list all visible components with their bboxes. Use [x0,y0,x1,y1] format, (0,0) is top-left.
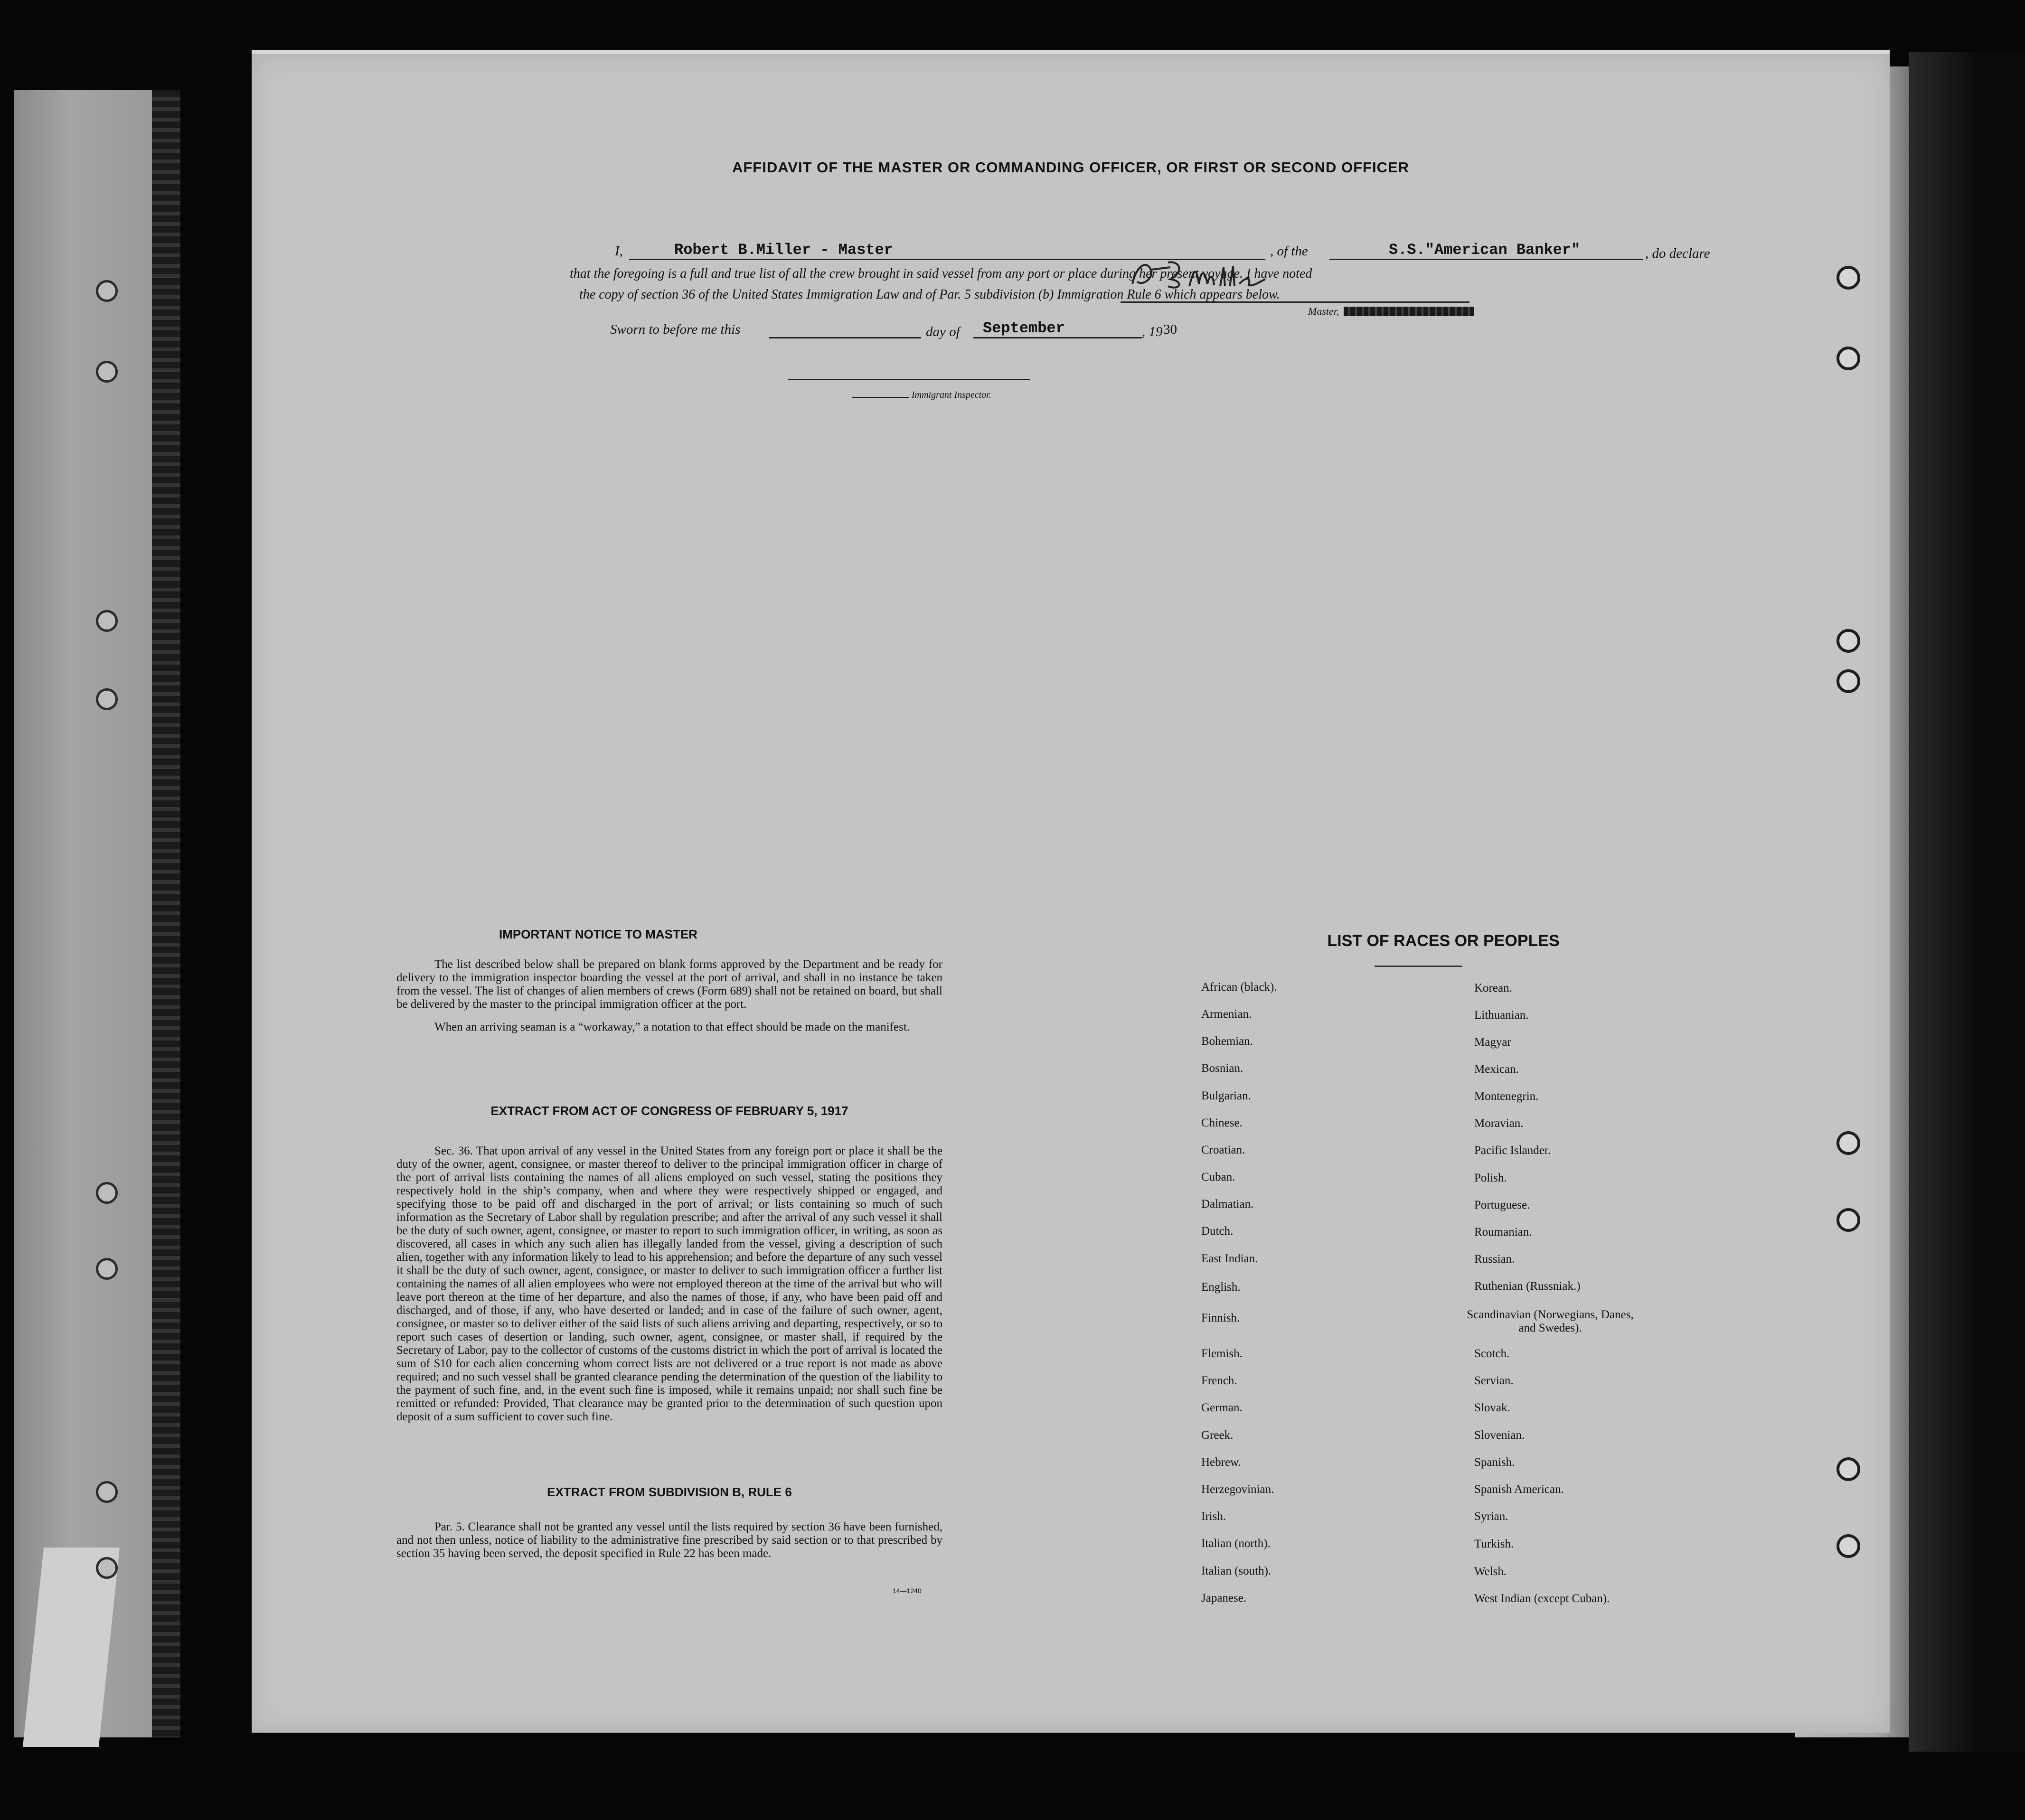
race-item: Syrian. [1474,1510,1508,1523]
left-strip-edge [152,90,180,1737]
sheet-hole-icon [1837,266,1860,290]
master-signature [1123,258,1280,296]
race-item: Dutch. [1201,1225,1234,1238]
sworn-label: Sworn to before me this [610,322,741,337]
race-item: Russian. [1474,1253,1515,1266]
binder-hole-icon [96,1557,118,1579]
month-rule [973,337,1142,338]
section-36-text [396,1145,942,1424]
race-item: Spanish. [1474,1456,1515,1469]
scan-shadow [1909,52,2025,1752]
race-item: Irish. [1201,1510,1226,1523]
binder-hole-icon [96,361,118,383]
do-declare-label: , do declare [1645,246,1710,261]
vessel-rule [1329,259,1643,260]
year-suffix: 30 [1163,322,1177,337]
race-item: West Indian (except Cuban). [1474,1592,1610,1605]
race-item: Polish. [1474,1172,1507,1184]
sworn-day-rule [769,337,921,338]
inspector-short-rule [852,397,909,398]
race-item: Hebrew. [1201,1456,1241,1469]
binder-hole-icon [96,1258,118,1280]
sworn-month: September [983,319,1065,337]
race-item: French. [1201,1374,1237,1387]
race-item: Finnish. [1201,1312,1240,1324]
race-item: Servian. [1474,1374,1514,1387]
race-item: Italian (north). [1201,1537,1271,1550]
declaration-line-3: the copy of section 36 of the United States Immigration Law and of Par. 5 subdivision (b) Immigration Rule 6 which appears below. [579,287,1280,302]
race-item: Spanish American. [1474,1483,1564,1496]
race-item: Moravian. [1474,1117,1524,1130]
races-title: LIST OF RACES OR PEOPLES [1327,932,1560,950]
race-item: East Indian. [1201,1252,1258,1265]
sheet-hole-icon [1837,1457,1860,1481]
race-item: Slovenian. [1474,1429,1525,1442]
inspector-label: Immigrant Inspector. [912,390,991,400]
binder-hole-icon [96,1182,118,1204]
of-the-label: , of the [1270,244,1308,259]
par-5-text [396,1520,942,1560]
race-item: English. [1201,1281,1241,1294]
race-item: Greek. [1201,1429,1234,1442]
form-number: 14—1240 [893,1587,922,1595]
line1-prefix: I, [615,244,623,259]
race-item: Croatian. [1201,1144,1245,1156]
race-item: Bulgarian. [1201,1089,1251,1102]
sheet-hole-icon [1837,1208,1860,1232]
race-item: Portuguese. [1474,1199,1530,1211]
vessel-name: S.S."American Banker" [1389,241,1581,259]
race-item: African (black). [1201,981,1277,994]
race-item: Roumanian. [1474,1226,1532,1238]
affidavit-title: AFFIDAVIT OF THE MASTER OR COMMANDING OFFICER, OR FIRST OR SECOND OFFICER [732,159,1410,176]
extract-rule-heading: EXTRACT FROM SUBDIVISION B, RULE 6 [547,1485,792,1499]
master-signature-rule [1121,301,1469,303]
race-item: Armenian. [1201,1008,1252,1021]
race-item: Scotch. [1474,1347,1510,1360]
day-of-label: day of [926,324,960,339]
race-item: Italian (south). [1201,1565,1272,1577]
race-item: Dalmatian. [1201,1198,1254,1210]
race-item: Pacific Islander. [1474,1144,1551,1157]
race-item: Cuban. [1201,1171,1235,1183]
left-binder-strip [14,90,152,1737]
race-item: Bohemian. [1201,1035,1253,1048]
binder-hole-icon [96,280,118,302]
struck-out-text [1344,307,1474,316]
binder-hole-icon [96,610,118,632]
race-item: Montenegrin. [1474,1090,1539,1103]
sheet-hole-icon [1837,1131,1860,1155]
extract-act-heading: EXTRACT FROM ACT OF CONGRESS OF FEBRUARY 5, 1917 [490,1104,848,1118]
year-prefix: , 19 [1142,324,1163,339]
race-item: Welsh. [1474,1565,1507,1578]
race-item: Ruthenian (Russniak.) [1474,1280,1581,1293]
race-item: Bosnian. [1201,1062,1243,1075]
race-item: Lithuanian. [1474,1009,1529,1022]
sheet-hole-icon [1837,629,1860,653]
race-item: Korean. [1474,982,1512,994]
affidavit-page [252,50,1890,1733]
race-item: German. [1201,1401,1243,1414]
race-item: Mexican. [1474,1063,1519,1076]
inspector-signature-rule [788,379,1030,380]
binder-hole-icon [96,1481,118,1503]
race-item: Scandinavian (Norwegians, Danes, and Swedes). [1467,1308,1634,1334]
notice-paragraph-1-text: The list described below shall be prepared on blank forms approved by the Department and be ready for delivery to the immigration inspector boarding the vessel at the port of arrival, and shall in no instance be taken from the vessel. The list of changes of alien members of crews (Form 689) shall not be retained on board, but shall be delivered by the master to the principal immigration officer at the port. [396,958,942,1011]
sheet-hole-icon [1837,669,1860,693]
sheet-hole-icon [1837,347,1860,370]
race-item: Herzegovinian. [1201,1483,1274,1496]
declaration-line-2: that the foregoing is a full and true list of all the crew brought in said vessel from any port or place during her present voyage. I have noted [570,266,1312,281]
race-item: Magyar [1474,1036,1511,1049]
section-36-text-body: Sec. 36. That upon arrival of any vessel in the United States from any foreign port or place it shall be the duty of the owner, agent, consignee, or master thereof to deliver to the principal immigration officer in charge of the port of arrival lists containing the names of all aliens employed on such vessel, stating the positions they respectively hold in the ship’s company, when and where they were respectively shipped or engaged, and specifying those to be paid off and discharged in the port of arrival; or lists containing so much of such information as the Secretary of Labor shall by regulation prescribe; and after the arrival of any such vessel it shall be the duty of such owner, agent, consignee, or master to report to such immigration officer, in writing, as soon as discovered, all cases in which any such alien has illegally landed from the vessel, giving a description of such alien, together with any information likely to lead to his apprehension; and before the departure of any such vessel it shall be the duty of such owner, agent, consignee, or master to deliver to such immigration officer a further list containing the names of all alien employees who were not employed thereon at the time of the arrival but who will leave port thereon at the time of her departure, and also the names of those, if any, who have been paid off and discharged, and of those, if any, who have deserted or landed; and in case of the failure of such owner, agent, consignee, or master so to deliver either of the said lists of such aliens arriving and departing, respectively, or so to report such cases of desertion or landing, such owner, agent, consignee, or master shall, if required by the Secretary of Labor, pay to the collector of customs of the customs district in which the port of arrival is located the sum of $10 for each alien concerning whom correct lists are not delivered or a true report is not made as above required; and no such vessel shall be granted clearance pending the determination of the question of the liability to the payment of such fine, and, in the event such fine is imposed, while it remains unpaid; nor shall such fine be remitted or refunded: Provided, That clearance may be granted prior to the determination of such question upon deposit of a sum sufficient to cover such fine. [396,1145,942,1423]
notice-paragraph-2 [396,1021,942,1034]
race-item: Japanese. [1201,1592,1247,1604]
race-item: Flemish. [1201,1347,1243,1360]
notice-heading: IMPORTANT NOTICE TO MASTER [499,927,697,941]
binder-hole-icon [96,688,118,710]
notice-paragraph-2-text: When an arriving seaman is a “workaway,” a notation to that effect should be made on the manifest. [434,1021,910,1033]
race-item: Slovak. [1474,1401,1510,1414]
sheet-hole-icon [1837,1534,1860,1558]
master-label: Master, [1308,305,1339,317]
notice-paragraph-1 [396,958,942,1011]
officer-name: Robert B.Miller - Master [674,241,893,259]
race-item: Chinese. [1201,1116,1243,1129]
races-title-rule [1375,966,1462,967]
race-item: Turkish. [1474,1538,1514,1550]
par-5-text-body: Par. 5. Clearance shall not be granted any vessel until the lists required by section 36 have been furnished, and not then unless, notice of liability to the administrative fine prescribed by said section or to that prescribed by section 35 having been served, the deposit specified in Rule 22 has been made. [396,1520,942,1560]
